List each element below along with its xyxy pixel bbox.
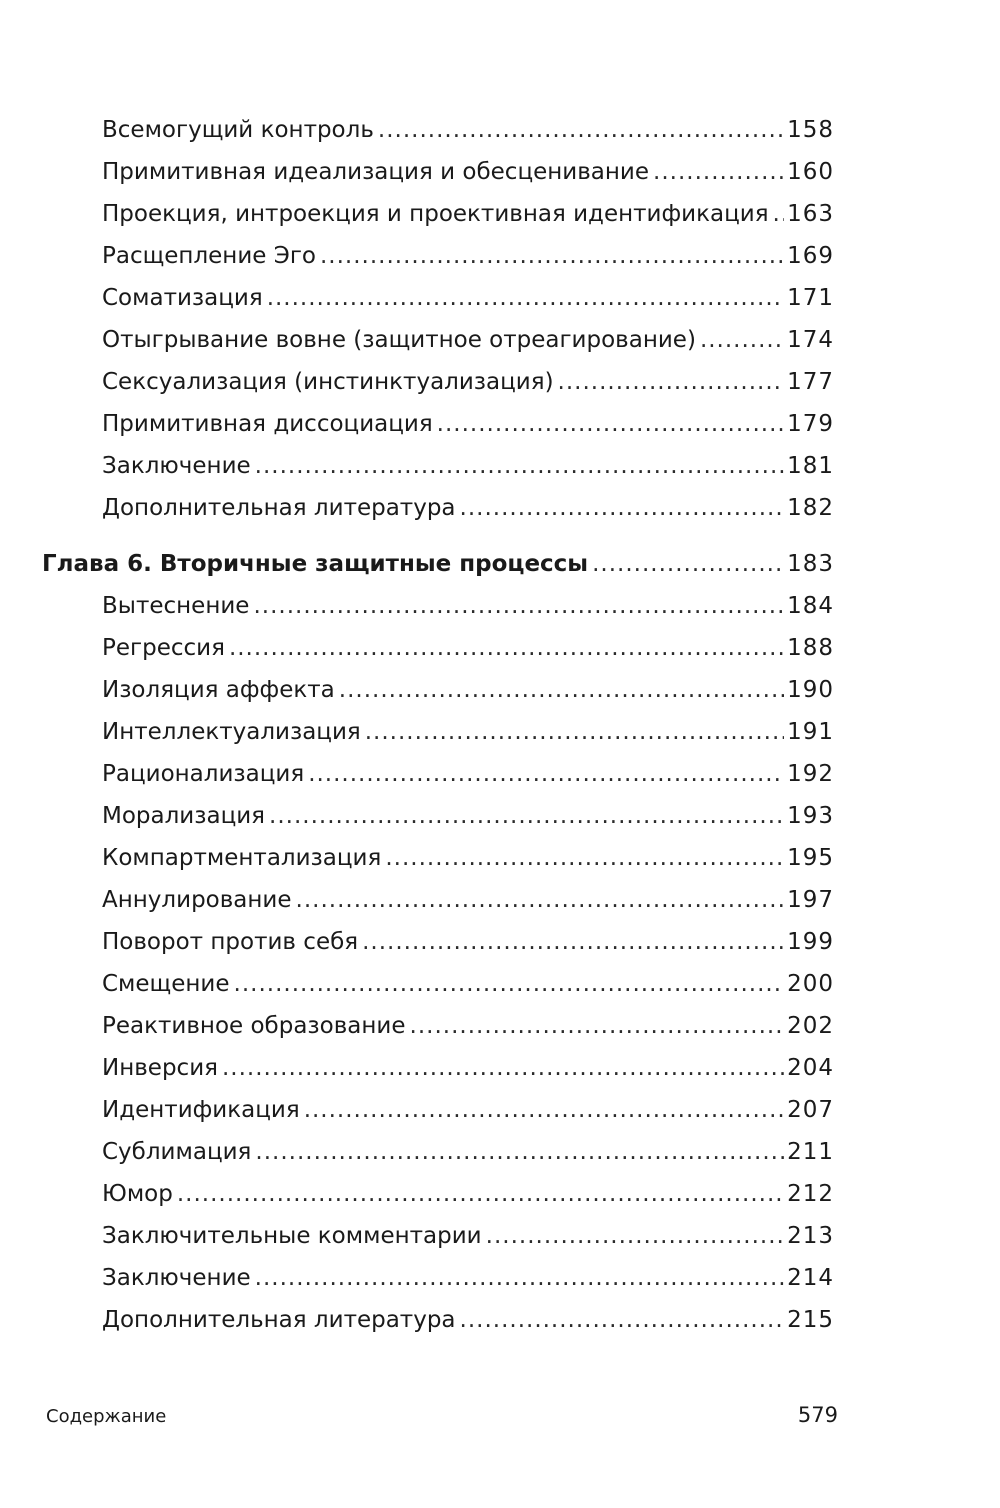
chapter-title: Глава 6. Вторичные защитные процессы [42, 551, 589, 577]
toc-entry[interactable] [102, 361, 834, 403]
toc-entry-title: Заключительные комментарии [102, 1223, 482, 1249]
toc-entry-page: 181 [787, 453, 834, 479]
toc-entry[interactable] [102, 1215, 834, 1257]
dot-leader [255, 1131, 784, 1173]
toc-entry[interactable] [102, 1299, 834, 1341]
toc-entry-page: 160 [787, 159, 834, 185]
toc-entry[interactable] [102, 1089, 834, 1131]
dot-leader [558, 361, 785, 403]
dot-leader [320, 235, 784, 277]
toc-entry-page: 190 [787, 677, 834, 703]
toc-entry-title: Компартментализация [102, 845, 382, 871]
toc-entry-page: 215 [787, 1307, 834, 1333]
dot-leader [304, 1089, 784, 1131]
toc-entry-page: 177 [787, 369, 834, 395]
page-number: 579 [797, 1403, 838, 1427]
dot-leader [460, 1299, 785, 1341]
toc-entry-title: Проекция, интроекция и проективная идентификация [102, 201, 769, 227]
toc-entry-title: Регрессия [102, 635, 225, 661]
dot-leader [378, 109, 784, 151]
toc-entry[interactable] [102, 109, 834, 151]
toc-entry-title: Заключение [102, 1265, 251, 1291]
toc-entry-title: Примитивная диссоциация [102, 411, 433, 437]
toc-entry[interactable] [102, 627, 834, 669]
toc-entry-title: Отыгрывание вовне (защитное отреагирование) [102, 327, 696, 353]
toc-entry-title: Сублимация [102, 1139, 252, 1165]
toc-entry[interactable] [102, 487, 834, 529]
dot-leader [460, 487, 785, 529]
toc-entry-page: 174 [787, 327, 834, 353]
toc-entry-page: 214 [787, 1265, 834, 1291]
toc-entry-title: Смещение [102, 971, 230, 997]
toc-entry-page: 213 [787, 1223, 834, 1249]
toc-entry-page: 179 [787, 411, 834, 437]
dot-leader [177, 1173, 784, 1215]
dot-leader [362, 921, 784, 963]
dot-leader [700, 319, 784, 361]
toc-entry-title: Морализация [102, 803, 266, 829]
toc-entry-title: Дополнительная литература [102, 495, 456, 521]
dot-leader [385, 837, 784, 879]
dot-leader [255, 445, 784, 487]
toc-entry[interactable] [102, 151, 834, 193]
toc-entry-page: 199 [787, 929, 834, 955]
toc-entry-page: 211 [787, 1139, 834, 1165]
toc-entry-page: 207 [787, 1097, 834, 1123]
dot-leader [255, 1257, 784, 1299]
toc-entry-title: Инверсия [102, 1055, 218, 1081]
toc-entry-title: Идентификация [102, 1097, 300, 1123]
dot-leader [229, 627, 784, 669]
toc-entry[interactable] [102, 711, 834, 753]
toc-entry[interactable] [102, 795, 834, 837]
toc-entry-page: 195 [787, 845, 834, 871]
toc-entry-title: Поворот против себя [102, 929, 359, 955]
toc-entry[interactable] [102, 319, 834, 361]
toc-entry-page: 212 [787, 1181, 834, 1207]
toc-entry[interactable] [102, 235, 834, 277]
toc-entry-page: 163 [787, 201, 834, 227]
toc-entry-page: 197 [787, 887, 834, 913]
dot-leader [773, 193, 785, 235]
toc-entry-page: 158 [787, 117, 834, 143]
toc-entry-page: 191 [787, 719, 834, 745]
toc-entry-page: 193 [787, 803, 834, 829]
dot-leader [296, 879, 785, 921]
toc-entry-page: 171 [787, 285, 834, 311]
toc-entry-page: 202 [787, 1013, 834, 1039]
dot-leader [339, 669, 784, 711]
dot-leader [410, 1005, 785, 1047]
toc-entry-title: Рационализация [102, 761, 305, 787]
dot-leader [234, 963, 785, 1005]
toc-entry-page: 204 [787, 1055, 834, 1081]
toc-entry-title: Заключение [102, 453, 251, 479]
toc-entry[interactable] [102, 445, 834, 487]
dot-leader [253, 585, 784, 627]
dot-leader [592, 543, 784, 585]
toc-entry-title: Интеллектуализация [102, 719, 361, 745]
toc-entry-page: 200 [787, 971, 834, 997]
toc-entry[interactable] [102, 837, 834, 879]
toc-entry-title: Расщепление Эго [102, 243, 316, 269]
toc-entry-page: 169 [787, 243, 834, 269]
toc-entry-title: Всемогущий контроль [102, 117, 374, 143]
toc-entry[interactable] [102, 1047, 834, 1089]
dot-leader [653, 151, 784, 193]
toc-entry-title: Вытеснение [102, 593, 250, 619]
toc-entry-page: 188 [787, 635, 834, 661]
chapter-page: 183 [787, 551, 834, 577]
toc-entry-title: Изоляция аффекта [102, 677, 335, 703]
toc-entry-title: Аннулирование [102, 887, 292, 913]
toc-entry[interactable] [102, 963, 834, 1005]
toc-entry-title: Сексуализация (инстинктуализация) [102, 369, 554, 395]
toc-entry-title: Юмор [102, 1181, 173, 1207]
dot-leader [365, 711, 784, 753]
toc-entry[interactable] [102, 403, 834, 445]
dot-leader [222, 1047, 784, 1089]
toc-entry[interactable] [102, 1257, 834, 1299]
toc-entry[interactable] [102, 1131, 834, 1173]
toc-entry-title: Дополнительная литература [102, 1307, 456, 1333]
dot-leader [267, 277, 784, 319]
dot-leader [437, 403, 784, 445]
toc-entry-title: Соматизация [102, 285, 263, 311]
toc-entry-title: Реактивное образование [102, 1013, 406, 1039]
toc-entry[interactable] [102, 1005, 834, 1047]
toc-entry-title: Примитивная идеализация и обесценивание [102, 159, 650, 185]
running-footer-section: Содержание [46, 1406, 167, 1427]
toc-entry[interactable] [102, 585, 834, 627]
dot-leader [308, 753, 784, 795]
dot-leader [486, 1215, 784, 1257]
toc-entry[interactable] [102, 879, 834, 921]
toc-entry-page: 182 [787, 495, 834, 521]
dot-leader [269, 795, 784, 837]
toc-entry[interactable] [102, 669, 834, 711]
toc-chapter-heading[interactable] [42, 543, 834, 585]
toc-entry[interactable] [102, 753, 834, 795]
toc-entry[interactable] [102, 1173, 834, 1215]
toc-entry[interactable] [102, 277, 834, 319]
toc-entry-page: 192 [787, 761, 834, 787]
toc-entry-page: 184 [787, 593, 834, 619]
toc-entry[interactable] [102, 193, 834, 235]
toc-entry[interactable] [102, 921, 834, 963]
